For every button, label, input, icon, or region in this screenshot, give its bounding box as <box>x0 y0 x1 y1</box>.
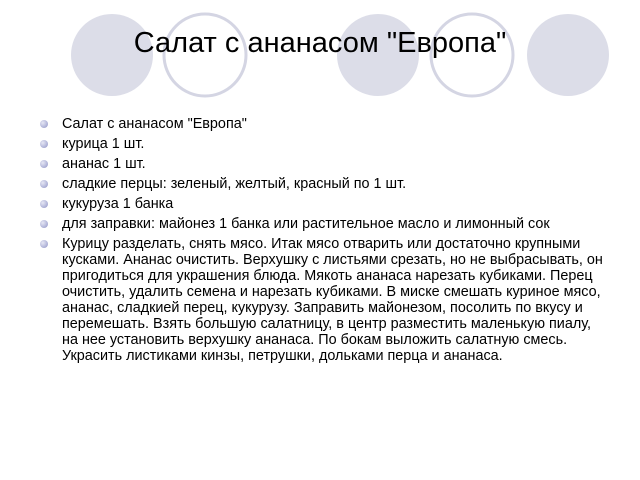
circle-bullet-icon <box>40 180 48 188</box>
circle-bullet-icon <box>40 140 48 148</box>
circle-bullet-icon <box>40 160 48 168</box>
bullet-text: кукуруза 1 банка <box>62 196 174 212</box>
bullet-item <box>40 156 610 172</box>
bullet-item <box>40 236 610 364</box>
bullet-item <box>40 116 610 132</box>
bullet-list <box>40 116 610 368</box>
circle-bullet-icon <box>40 240 48 248</box>
bullet-text: Курицу разделать, снять мясо. Итак мясо отварить или достаточно крупными кусками. Ананас очистить. Верхушку с листьями срезать, но не выбрасывать, он пригодиться для украшения блюда. Мякоть ананаса нарезать кубиками. Перец очистить, удалить семена и нарезать кубиками. В миске смешать куриное мясо, ананас, сладкией перец, кукурузу. Заправить майонезом, посолить по вкусу и перемешать. Взять большую салатницу, в центр разместить маленькую пиалу, на нее установить верхушку ананаса. По бокам выложить салатную смесь. Украсить листиками кинзы, петрушки, дольками перца и ананаса. <box>62 236 603 364</box>
bullet-text: Салат с ананасом "Европа" <box>62 116 247 132</box>
bullet-item <box>40 136 610 152</box>
bullet-item <box>40 176 610 192</box>
circle-bullet-icon <box>40 220 48 228</box>
bullet-text: сладкие перцы: зеленый, желтый, красный по 1 шт. <box>62 176 407 192</box>
bullet-text: ананас 1 шт. <box>62 156 146 172</box>
circle-bullet-icon <box>40 200 48 208</box>
bullet-text: для заправки: майонез 1 банка или растительное масло и лимонный сок <box>62 216 550 232</box>
bullet-text: курица 1 шт. <box>62 136 145 152</box>
circle-bullet-icon <box>40 120 48 128</box>
bullet-item <box>40 196 610 212</box>
slide-title: Салат с ананасом "Европа" <box>133 27 507 59</box>
bullet-item <box>40 216 610 232</box>
